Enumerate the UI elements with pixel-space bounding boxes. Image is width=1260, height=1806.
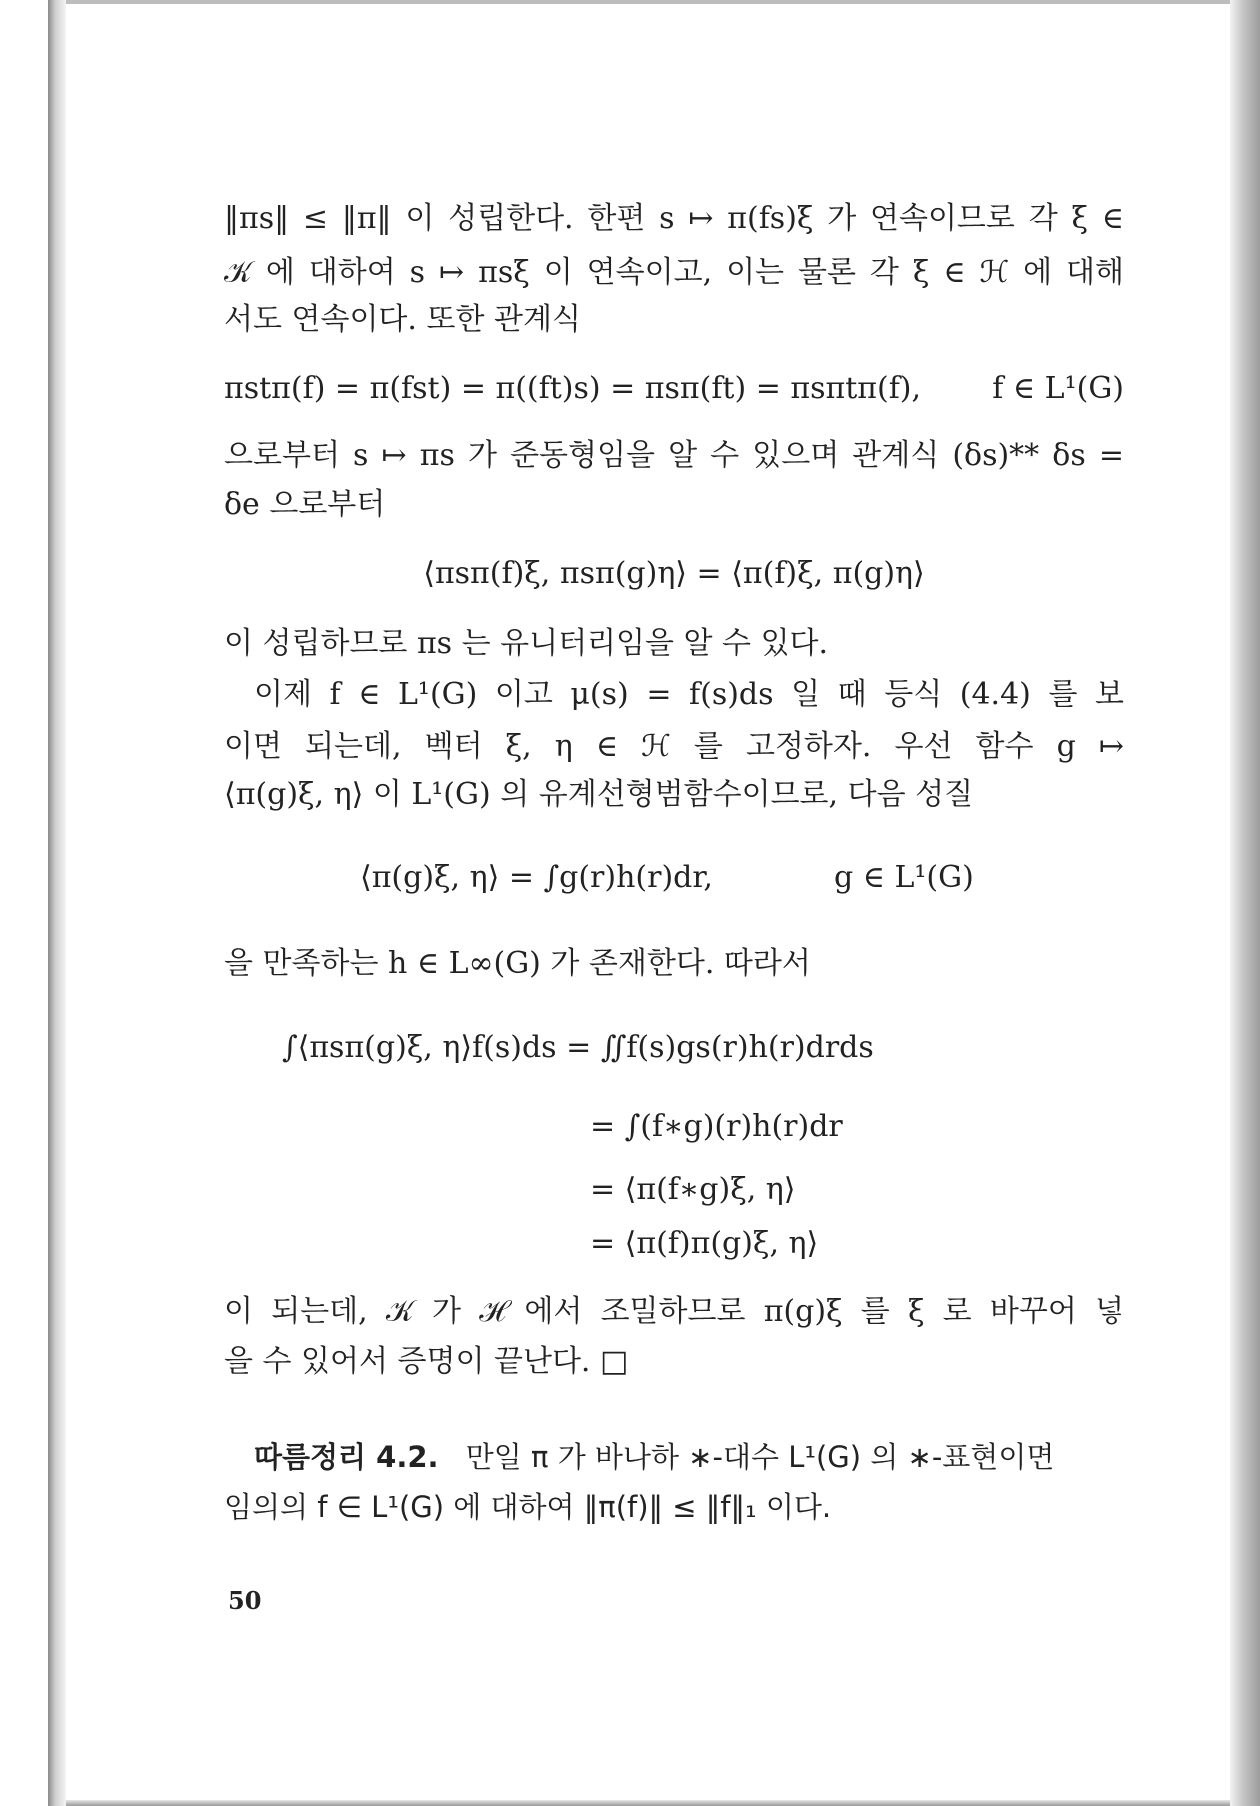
paragraph1-line1: ‖πs‖ ≤ ‖π‖ 이 성립한다. 한편 s ↦ π(fs)ξ 가 연속이므로 각 ξ ∈ (224, 201, 1124, 236)
paragraph2-line1: 으로부터 s ↦ πs 가 준동형임을 알 수 있으며 관계식 (δs)** δs = (224, 438, 1124, 473)
corollary-statement: 만일 π 가 바나하 ∗-대수 L¹(G) 의 ∗-표현이면 (465, 1440, 1055, 1474)
page-bottom-edge (66, 1800, 1230, 1806)
corollary-line1 (254, 1437, 1124, 1477)
book-spine-shadow (48, 0, 66, 1806)
paragraph5-line2: 을 수 있어서 증명이 끝난다. □ (224, 1344, 629, 1379)
equation4-lhs: ∫⟨πsπ(g)ξ, η⟩f(s)ds = ∬f(s)gs(r)h(r)drds (282, 1030, 874, 1065)
paragraph3-line2: 이제 f ∈ L¹(G) 이고 μ(s) = f(s)ds 일 때 등식 (4.4) 를 보 (254, 677, 1124, 712)
paragraph3-line4: ⟨π(g)ξ, η⟩ 이 L¹(G) 의 유계선형범함수이므로, 다음 성질 (224, 777, 974, 812)
paragraph4: 을 만족하는 h ∈ L∞(G) 가 존재한다. 따라서 (224, 946, 811, 981)
page-edge-right (1230, 0, 1260, 1806)
corollary-line2: 임의의 f ∈ L¹(G) 에 대하여 ‖π(f)‖ ≤ ‖f‖₁ 이다. (224, 1490, 832, 1524)
paragraph1-line3: 서도 연속이다. 또한 관계식 (224, 302, 581, 337)
equation3-right: g ∈ L¹(G) (834, 860, 974, 895)
page-margin-left (0, 0, 48, 1806)
paragraph1-line2: 𝒦 에 대하여 s ↦ πsξ 이 연속이고, 이는 물론 각 ξ ∈ ℋ 에 대해 (224, 255, 1124, 290)
equation1-right: f ∈ L¹(G) (992, 371, 1124, 406)
paragraph5-line1: 이 되는데, 𝒦 가 ℋ 에서 조밀하므로 π(g)ξ 를 ξ 로 바꾸어 넣 (224, 1294, 1124, 1329)
paragraph3-line3: 이면 되는데, 벡터 ξ, η ∈ ℋ 를 고정하자. 우선 함수 g ↦ (224, 729, 1124, 764)
corollary-label: 따름정리 4.2. (254, 1440, 439, 1474)
equation3-left: ⟨π(g)ξ, η⟩ = ∫g(r)h(r)dr, (360, 860, 713, 895)
page-top-edge (66, 0, 1230, 4)
paragraph2-line2: δe 으로부터 (224, 487, 386, 522)
equation1-left: πstπ(f) = π(fst) = π((ft)s) = πsπ(ft) = πsπtπ(f), (224, 371, 922, 406)
equation4-step4: = ⟨π(f)π(g)ξ, η⟩ (590, 1226, 819, 1261)
equation2: ⟨πsπ(f)ξ, πsπ(g)η⟩ = ⟨π(f)ξ, π(g)η⟩ (423, 556, 925, 591)
paragraph3-line1: 이 성립하므로 πs 는 유니터리임을 알 수 있다. (224, 626, 829, 661)
page-number: 50 (228, 1586, 262, 1615)
equation4-step2: = ∫(f∗g)(r)h(r)dr (590, 1109, 843, 1144)
equation4-step3: = ⟨π(f∗g)ξ, η⟩ (590, 1172, 796, 1207)
